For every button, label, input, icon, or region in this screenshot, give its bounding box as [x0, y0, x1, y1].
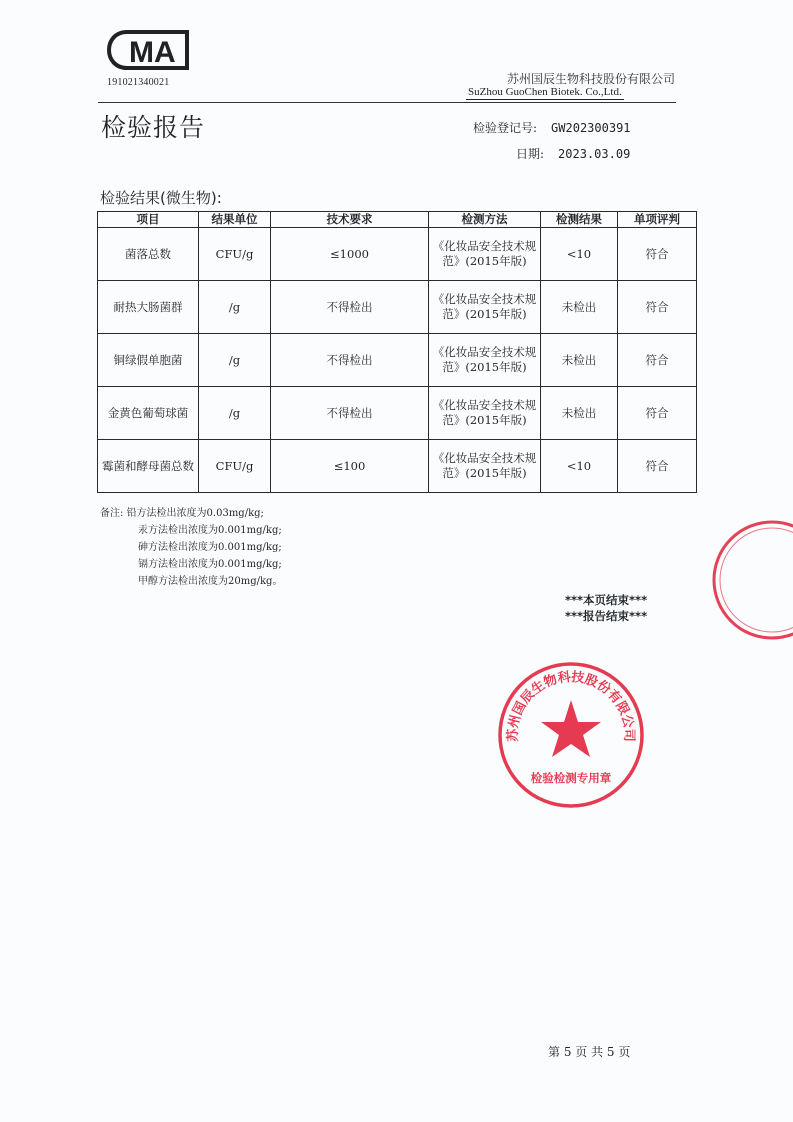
header-method: 检测方法: [429, 212, 541, 228]
cell-result: <10: [541, 440, 618, 493]
cell-result: 未检出: [541, 334, 618, 387]
cell-judgement: 符合: [618, 334, 697, 387]
cell-method: 《化妆品安全技术规范》(2015年版): [429, 281, 541, 334]
note-line: 汞方法检出浓度为0.001mg/kg;: [138, 525, 282, 536]
cell-item: 耐热大肠菌群: [98, 281, 199, 334]
cell-unit: /g: [199, 334, 271, 387]
date-label: 日期:: [516, 147, 545, 161]
table-row: [98, 334, 697, 387]
seam-stamp: [700, 515, 793, 645]
cell-item: 霉菌和酵母菌总数: [98, 440, 199, 493]
table-row: [98, 387, 697, 440]
cell-result: 未检出: [541, 387, 618, 440]
cell-judgement: 符合: [618, 387, 697, 440]
section-title: 检验结果(微生物):: [100, 189, 222, 207]
cell-result: 未检出: [541, 281, 618, 334]
cell-judgement: 符合: [618, 440, 697, 493]
company-name-en: SuZhou GuoChen Biotek. Co.,Ltd.: [468, 86, 622, 98]
registration-number: [473, 119, 631, 136]
table-header-row: [98, 212, 697, 228]
cell-requirement: ≤1000: [271, 228, 429, 281]
page-number: 第 5 页 共 5 页: [548, 1045, 631, 1059]
cell-method: 《化妆品安全技术规范》(2015年版): [429, 387, 541, 440]
cell-requirement: ≤100: [271, 440, 429, 493]
header-requirement: 技术要求: [271, 212, 429, 228]
note-line: 铅方法检出浓度为0.03mg/kg;: [126, 508, 264, 519]
cell-requirement: 不得检出: [271, 387, 429, 440]
cell-item: 菌落总数: [98, 228, 199, 281]
cell-unit: CFU/g: [199, 440, 271, 493]
svg-text:MA: MA: [129, 36, 176, 69]
header-item: 项目: [98, 212, 199, 228]
cell-judgement: 符合: [618, 228, 697, 281]
date-value: 2023.03.09: [558, 147, 631, 161]
cell-unit: /g: [199, 387, 271, 440]
cell-requirement: 不得检出: [271, 334, 429, 387]
registration-label: 检验登记号:: [473, 121, 538, 135]
cell-method: 《化妆品安全技术规范》(2015年版): [429, 228, 541, 281]
note-line: 镉方法检出浓度为0.001mg/kg;: [138, 559, 282, 570]
header-result: 检测结果: [541, 212, 618, 228]
cma-number: 191021340021: [107, 77, 170, 88]
stamp-ring-text: 苏州国辰生物科技股份有限公司: [505, 669, 637, 742]
cell-method: 《化妆品安全技术规范》(2015年版): [429, 334, 541, 387]
note-line: 甲醇方法检出浓度为20mg/kg。: [138, 576, 283, 587]
cell-requirement: 不得检出: [271, 281, 429, 334]
company-name-cn: 苏州国辰生物科技股份有限公司: [506, 72, 675, 86]
header-unit: 结果单位: [199, 212, 271, 228]
notes-label: 备注:: [100, 508, 124, 519]
cell-result: <10: [541, 228, 618, 281]
cma-logo: [97, 24, 193, 84]
report-end-mark: ***报告结束***: [565, 609, 648, 623]
notes: [100, 505, 282, 590]
note-line: 砷方法检出浓度为0.001mg/kg;: [138, 542, 282, 553]
cell-item: 金黄色葡萄球菌: [98, 387, 199, 440]
cell-method: 《化妆品安全技术规范》(2015年版): [429, 440, 541, 493]
cell-unit: CFU/g: [199, 228, 271, 281]
header-rule: [98, 102, 676, 103]
page-end-mark: ***本页结束***: [565, 593, 648, 607]
cell-unit: /g: [199, 281, 271, 334]
end-marks: [565, 592, 647, 624]
table-row: [98, 281, 697, 334]
cell-judgement: 符合: [618, 281, 697, 334]
official-stamp: [496, 660, 646, 810]
registration-value: GW202300391: [551, 121, 631, 135]
table-row: [98, 228, 697, 281]
table-row: [98, 440, 697, 493]
results-table: [97, 211, 697, 493]
header-judgement: 单项评判: [618, 212, 697, 228]
report-date: [516, 145, 630, 162]
report-title: 检验报告: [101, 113, 206, 142]
stamp-bottom-text: 检验检测专用章: [530, 771, 612, 785]
cell-item: 铜绿假单胞菌: [98, 334, 199, 387]
